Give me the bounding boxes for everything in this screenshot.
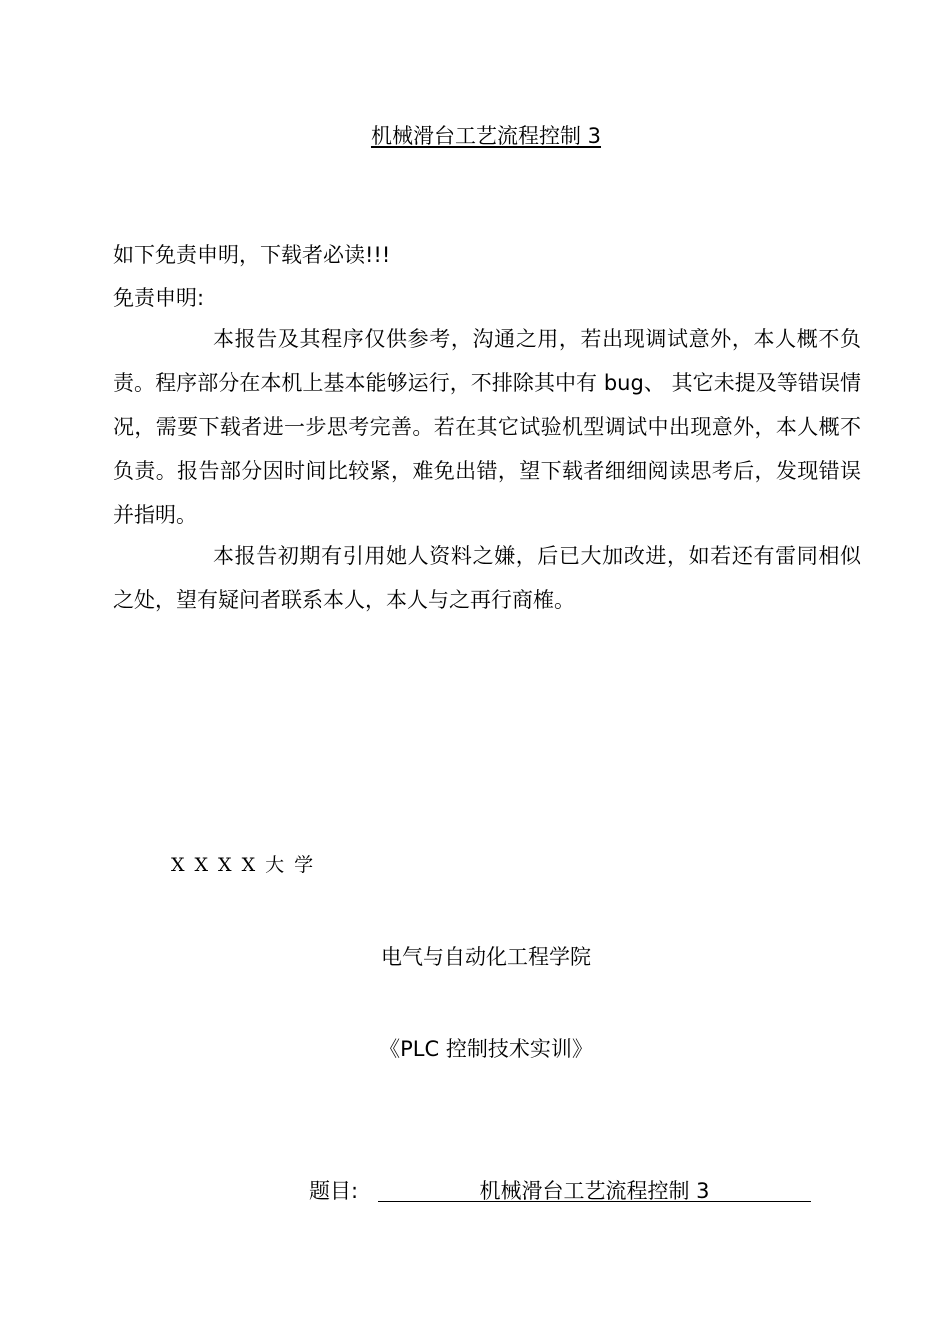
college-name: 电气与自动化工程学院: [381, 945, 591, 969]
topic-value: 机械滑台工艺流程控制 3: [378, 1176, 811, 1202]
disclaimer-paragraph: 本报告及其程序仅供参考，沟通之用，若出现调试意外，本人概不负责。程序部分在本机上基本能够运行，不排除其中有 bug、 其它未提及等错误情况，需要下载者进一步思考完善。若在其它试验机型调试中出现意外，本人概不负责。报告部分因时间比较紧，难免出错，望下载者细细阅读思考后，发现错误并指明。: [113, 327, 861, 527]
topic-label: 题目:: [309, 1179, 359, 1203]
disclaimer-heading: 如下免责申明，下载者必读!!!: [113, 243, 391, 267]
disclaimer-subheading: 免责申明:: [113, 286, 205, 310]
university-name: XXXX大学: [171, 854, 324, 876]
document-title: 机械滑台工艺流程控制 3: [370, 124, 602, 148]
disclaimer-paragraph: 本报告初期有引用她人资料之嫌，后已大加改进，如若还有雷同相似之处，望有疑问者联系本人，本人与之再行商榷。: [113, 544, 861, 612]
topic-row: [309, 1176, 812, 1208]
course-name: 《PLC 控制技术实训》: [379, 1037, 593, 1061]
